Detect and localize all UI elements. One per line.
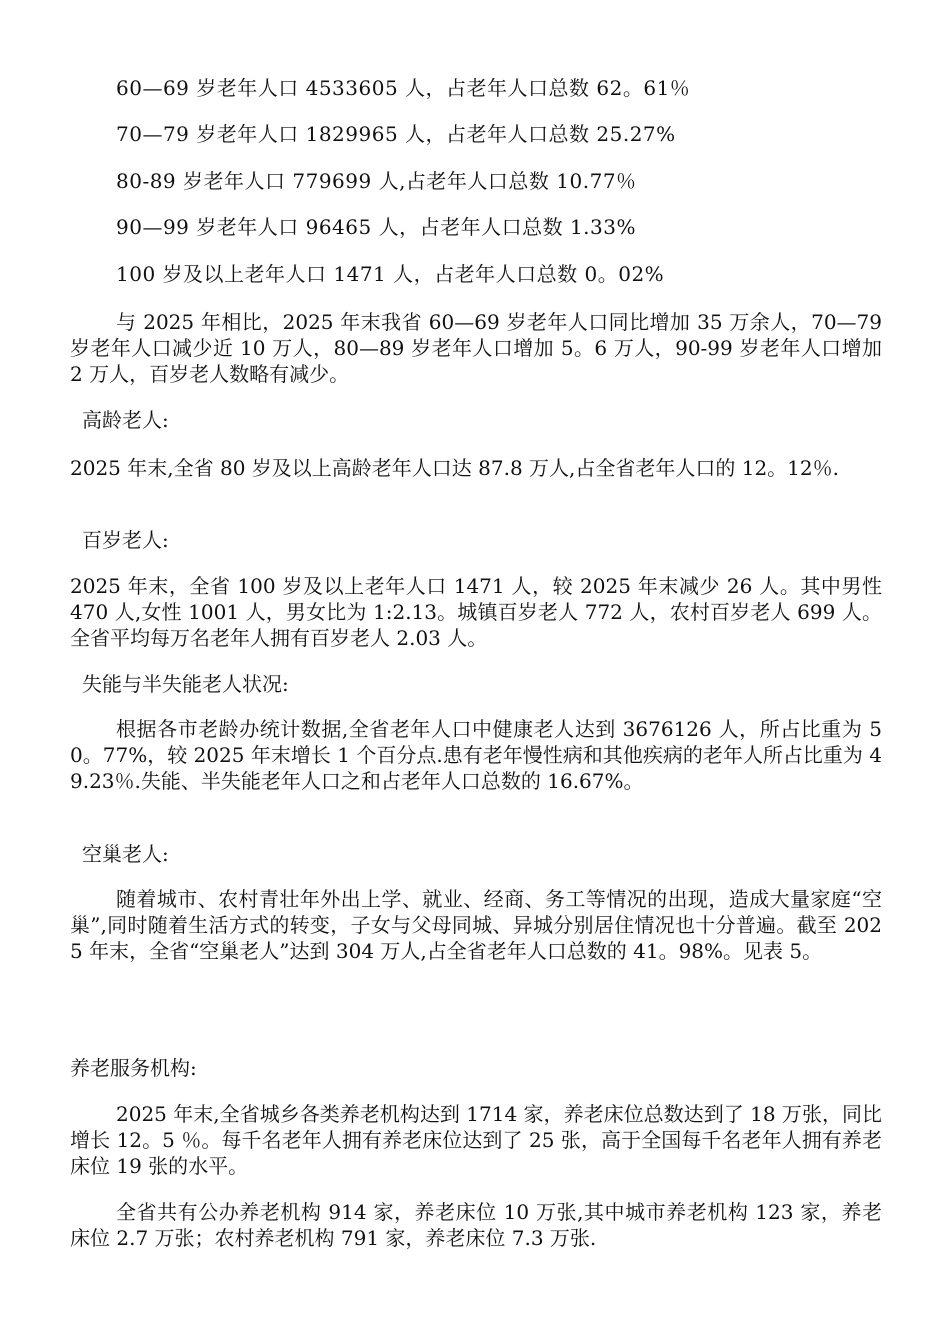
heading-centenarians: 百岁老人: bbox=[82, 528, 169, 552]
age-group-60-69: 60—69 岁老年人口 4533605 人，占老年人口总数 62。61％ bbox=[116, 76, 691, 100]
age-group-80-89: 80-89 岁老年人口 779699 人,占老年人口总数 10.77％ bbox=[116, 169, 637, 193]
age-group-70-79: 70—79 岁老年人口 1829965 人，占老年人口总数 25.27% bbox=[116, 122, 676, 146]
empty-nest-paragraph: 随着城市、农村青壮年外出上学、就业、经商、务工等情况的出现，造成大量家庭“空巢”,同时随着生活方式的转变，子女与父母同城、异城分别居住情况也十分普遍。截至 2025 年末，全省“空巢老人”达到 304 万人,占全省老年人口总数的 41。98%。见表 5。 bbox=[70, 887, 882, 963]
heading-institutions: 养老服务机构: bbox=[70, 1056, 197, 1080]
advanced-age-paragraph: 2025 年末,全省 80 岁及以上高龄老年人口达 87.8 万人,占全省老年人口的 12。12％. bbox=[70, 456, 839, 480]
disabled-paragraph: 根据各市老龄办统计数据,全省老年人口中健康老人达到 3676126 人，所占比重为 50。77%，较 2025 年末增长 1 个百分点.患有老年慢性病和其他疾病的老年人所占比重为 49.23％.失能、半失能老年人口之和占老年人口总数的 16.67%。 bbox=[70, 717, 882, 793]
comparison-paragraph: 与 2025 年相比，2025 年末我省 60—69 岁老年人口同比增加 35 万余人，70—79 岁老年人口减少近 10 万人，80—89 岁老年人口增加 5。6 万人，90-99 岁老年人口增加 2 万人，百岁老人数略有减少。 bbox=[70, 310, 882, 386]
institutions-paragraph-2: 全省共有公办养老机构 914 家，养老床位 10 万张,其中城市养老机构 123 家，养老床位 2.7 万张；农村养老机构 791 家，养老床位 7.3 万张. bbox=[70, 1200, 882, 1250]
age-group-100-plus: 100 岁及以上老年人口 1471 人，占老年人口总数 0。02% bbox=[116, 262, 665, 286]
heading-advanced-age: 高龄老人: bbox=[82, 408, 169, 432]
centenarians-paragraph: 2025 年末，全省 100 岁及以上老年人口 1471 人，较 2025 年末减少 26 人。其中男性 470 人,女性 1001 人，男女比为 1:2.13。城镇百岁老人 772 人，农村百岁老人 699 人。全省平均每万名老年人拥有百岁老人 2.03 人。 bbox=[70, 574, 882, 650]
institutions-paragraph-1: 2025 年末,全省城乡各类养老机构达到 1714 家，养老床位总数达到了 18 万张，同比增长 12。5 ％。每千名老年人拥有养老床位达到了 25 张，高于全国每千名老年人拥有养老床位 19 张的水平。 bbox=[70, 1102, 882, 1178]
heading-disabled: 失能与半失能老人状况: bbox=[82, 672, 289, 696]
heading-empty-nest: 空巢老人: bbox=[82, 842, 169, 866]
age-group-90-99: 90—99 岁老年人口 96465 人，占老年人口总数 1.33% bbox=[116, 215, 636, 239]
